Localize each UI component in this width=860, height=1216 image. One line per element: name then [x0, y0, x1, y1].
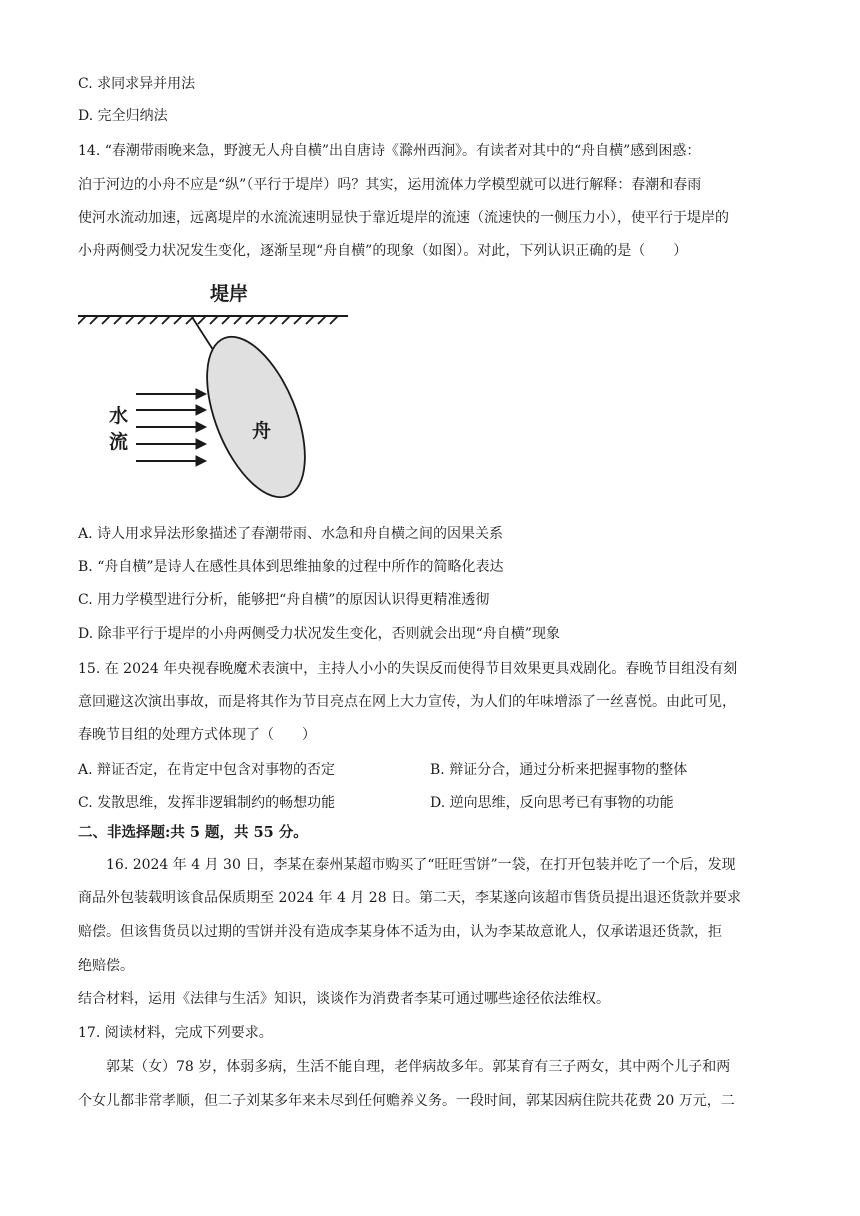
- q16-line-4: 绝赔偿。: [78, 958, 134, 974]
- boat-label: 舟: [252, 420, 272, 442]
- q14-stem-line-1: 14. “春潮带雨晚来急，野渡无人舟自横”出自唐诗《滁州西涧》。有读者对其中的“舟自横”感到困惑：: [78, 143, 701, 159]
- boat-diagram: [78, 280, 368, 510]
- q15-option-c: C. 发散思维，发挥非逻辑制约的畅想功能: [78, 795, 336, 811]
- bank-hatch-mark: [126, 316, 134, 324]
- water-flow-arrows: [136, 389, 206, 466]
- q16-line-3: 赔偿。但该售货员以过期的雪饼并没有造成李某身体不适为由，认为李某故意讹人，仅承诺退还货款，拒: [78, 924, 722, 940]
- bank-hatch-mark: [198, 316, 206, 324]
- q14-stem-line-3: 使河水流动加速，远离堤岸的水流流速明显快于靠近堤岸的流速（流速快的一侧压力小），使平行于堤岸的: [78, 210, 729, 226]
- flow-arrow: [136, 405, 206, 415]
- bank-hatch-mark: [294, 316, 302, 324]
- bank-hatch-mark: [162, 316, 170, 324]
- flow-arrow: [136, 422, 206, 432]
- bank-hatch-mark: [246, 316, 254, 324]
- flow-arrow: [136, 439, 206, 449]
- bank-hatch-mark: [258, 316, 266, 324]
- q17-material-line-1: 郭某（女）78 岁，体弱多病，生活不能自理，老伴病故多年。郭某育有三子两女，其中两个儿子和两: [106, 1059, 731, 1075]
- bank-hatch-mark: [210, 316, 218, 324]
- bank-hatch-mark: [330, 316, 338, 324]
- q17-heading: 17. 阅读材料，完成下列要求。: [78, 1025, 273, 1041]
- bank-hatch-mark: [234, 316, 242, 324]
- q14-option-d: D. 除非平行于堤岸的小舟两侧受力状况发生变化，否则就会出现“舟自横”现象: [78, 626, 560, 642]
- boat-shape: [187, 323, 325, 510]
- flow-arrow: [136, 389, 206, 399]
- bank-hatch-mark: [222, 316, 230, 324]
- bank-label: 堤岸: [210, 283, 249, 305]
- q15-option-a: A. 辩证否定，在肯定中包含对事物的否定: [78, 762, 336, 778]
- bank-hatch-mark: [150, 316, 158, 324]
- bank-hatch-mark: [174, 316, 182, 324]
- bank-hatch-mark: [138, 316, 146, 324]
- bank-hatch-mark: [78, 316, 86, 324]
- q15-option-b: B. 辩证分合，通过分析来把握事物的整体: [430, 762, 688, 778]
- bank-hatch-mark: [102, 316, 110, 324]
- q14-stem-line-2: 泊于河边的小舟不应是“纵”（平行于堤岸）吗？其实，运用流体力学模型就可以进行解释：春潮和春雨: [78, 177, 702, 193]
- bank-hatch-mark: [270, 316, 278, 324]
- q15-option-d: D. 逆向思维，反向思考已有事物的功能: [430, 795, 674, 811]
- bank-hatch-mark: [90, 316, 98, 324]
- q14-option-a: A. 诗人用求异法形象描述了春潮带雨、水急和舟自横之间的因果关系: [78, 526, 504, 542]
- section-two-heading: 二、非选择题:共 5 题，共 55 分。: [78, 824, 308, 841]
- bank-hatch-mark: [114, 316, 122, 324]
- q15-stem-line-2: 意回避这次演出事故，而是将其作为节目亮点在网上大力宣传，为人们的年味增添了一丝喜悦。由此可见，: [78, 694, 736, 710]
- bank-hatch-mark: [306, 316, 314, 324]
- q14-option-b: B. “舟自横”是诗人在感性具体到思维抽象的过程中所作的简略化表达: [78, 559, 504, 575]
- bank-hatch-mark: [282, 316, 290, 324]
- water-label-2: 流: [109, 431, 129, 453]
- q13-option-d: D. 完全归纳法: [78, 108, 168, 124]
- bank-hatch-mark: [318, 316, 326, 324]
- q17-material-line-2: 个女儿都非常孝顺，但二子刘某多年来未尽到任何赡养义务。一段时间，郭某因病住院共花费 20 万元，二: [78, 1093, 735, 1109]
- q13-option-c: C. 求同求异并用法: [78, 76, 196, 92]
- q14-stem-line-4: 小舟两侧受力状况发生变化，逐渐呈现“舟自横”的现象（如图）。对此，下列认识正确的是（ ）: [78, 243, 688, 259]
- bank-hatching: [78, 316, 338, 324]
- q16-line-2: 商品外包装载明该食品保质期至 2024 年 4 月 28 日。第二天，李某遂向该超市售货员提出退还货款并要求: [78, 890, 742, 906]
- water-label-1: 水: [109, 405, 129, 427]
- q15-stem-line-1: 15. 在 2024 年央视春晚魔术表演中，主持人小小的失误反而使得节目效果更具戏剧化。春晚节目组没有刻: [78, 661, 738, 677]
- q16-task: 结合材料，运用《法律与生活》知识，谈谈作为消费者李某可通过哪些途径依法维权。: [78, 991, 610, 1007]
- q16-line-1: 16. 2024 年 4 月 30 日，李某在泰州某超市购买了“旺旺雪饼”一袋，在打开包装并吃了一个后，发现: [106, 857, 736, 873]
- flow-arrow: [136, 456, 206, 466]
- q15-stem-line-3: 春晚节目组的处理方式体现了（ ）: [78, 727, 316, 743]
- q14-option-c: C. 用力学模型进行分析，能够把“舟自横”的原因认识得更精准透彻: [78, 592, 490, 608]
